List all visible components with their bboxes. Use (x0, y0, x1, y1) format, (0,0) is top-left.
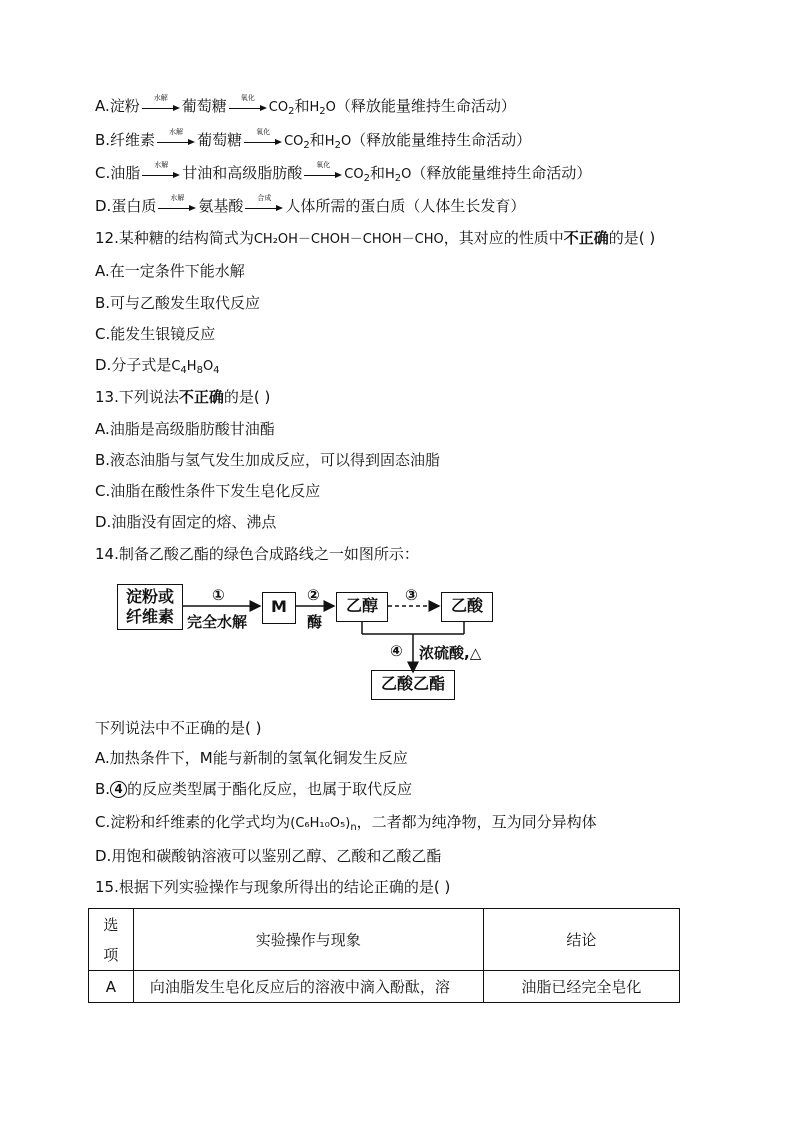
table-row (89, 971, 680, 1003)
q12-option-c: C.能发生银镜反应 (95, 325, 216, 343)
ethanol-box: 乙醇 (336, 592, 388, 622)
q12-option-d: D.分子式是$C_4H_8O_4$ (95, 356, 220, 376)
q12-option-b: B.可与乙酸发生取代反应 (95, 294, 261, 312)
q14-option-a: A.加热条件下，M能与新制的氢氧化铜发生反应 (95, 749, 408, 767)
q13-option-a: A.油脂是高级脂肪酸甘油酯 (95, 420, 275, 438)
m-box: M (262, 592, 296, 624)
q12-option-a: A.在一定条件下能水解 (95, 262, 245, 280)
reaction-arrow: 氧化 (304, 167, 342, 181)
circled-number-4: 4 (110, 781, 127, 798)
q14-sub-stem: 下列说法中不正确的是( ) (95, 719, 262, 737)
header-conclusion: 结论 (483, 909, 679, 971)
q13-option-c: C.油脂在酸性条件下发生皂化反应 (95, 482, 321, 500)
starch-cellulose-box: 淀粉或 纤维素 (117, 584, 183, 630)
q15-table (88, 908, 680, 1003)
ethyl-acetate-box: 乙酸乙酯 (371, 670, 455, 700)
q11-option-d: D.蛋白质 水解 氨基酸 合成 人体所需的蛋白质（人体生长发育） (95, 193, 526, 215)
q11-option-a: A.淀粉 水解 葡萄糖 氧化 $CO_2$和$H_2O$（释放能量维持生命活动） (95, 93, 516, 117)
reaction-arrow: 水解 (142, 100, 180, 114)
reaction-arrow: 水解 (142, 167, 180, 181)
q13-option-d: D.油脂没有固定的熔、沸点 (95, 513, 277, 531)
q13-option-b: B.液态油脂与氢气发生加成反应，可以得到固态油脂 (95, 451, 441, 469)
header-option: 选 项 (89, 909, 134, 971)
reaction-arrow: 氧化 (229, 100, 267, 114)
step-4-marker: ④ (390, 642, 403, 660)
q14-option-d: D.用饱和碳酸钠溶液可以鉴别乙醇、乙酸和乙酸乙酯 (95, 847, 442, 865)
synthesis-route-diagram (115, 580, 515, 700)
step-1-marker: ① (212, 586, 225, 604)
q13-stem: 13.下列说法不正确的是( ) (95, 388, 271, 406)
row-conclusion: 油脂已经完全皂化 (483, 971, 679, 1003)
row-option: A (89, 971, 134, 1003)
reaction-arrow: 水解 (157, 134, 195, 148)
step-3-marker: ③ (405, 586, 418, 604)
header-operation: 实验操作与现象 (133, 909, 483, 971)
reaction-arrow: 合成 (245, 200, 283, 214)
q11-option-c: C.油脂 水解 甘油和高级脂肪酸 氧化 $CO_2$和$H_2O$（释放能量维持生命活动） (95, 160, 592, 184)
reaction-arrow: 氧化 (244, 134, 282, 148)
q14-stem: 14.制备乙酸乙酯的绿色合成路线之一如图所示： (95, 545, 419, 563)
reaction-arrow: 水解 (158, 200, 196, 214)
q15-stem: 15.根据下列实验操作与现象所得出的结论正确的是( ) (95, 878, 451, 896)
q14-option-b: B. 4 的反应类型属于酯化反应，也属于取代反应 (95, 780, 413, 798)
q14-option-c: C.淀粉和纤维素的化学式均为$(C_6H_{10}O_5)_n$，二者都为纯净物，互为同分异构体 (95, 813, 597, 833)
step-2-label: 酶 (307, 613, 323, 631)
q11-option-b: B.纤维素 水解 葡萄糖 氧化 $CO_2$和$H_2O$（释放能量维持生命活动） (95, 127, 532, 151)
table-header-row (89, 909, 680, 971)
step-2-marker: ② (307, 586, 320, 604)
step-1-label: 完全水解 (187, 613, 248, 631)
acetic-acid-box: 乙酸 (441, 592, 493, 622)
row-operation: 向油脂发生皂化反应后的溶液中滴入酚酞，溶 (133, 971, 483, 1003)
step-4-label: 浓硫酸,△ (419, 644, 482, 662)
q12-stem: 12.某种糖的结构简式为CH₂OH－CHOH－CHOH－CHO，其对应的性质中不正确的是( ) (95, 229, 656, 247)
